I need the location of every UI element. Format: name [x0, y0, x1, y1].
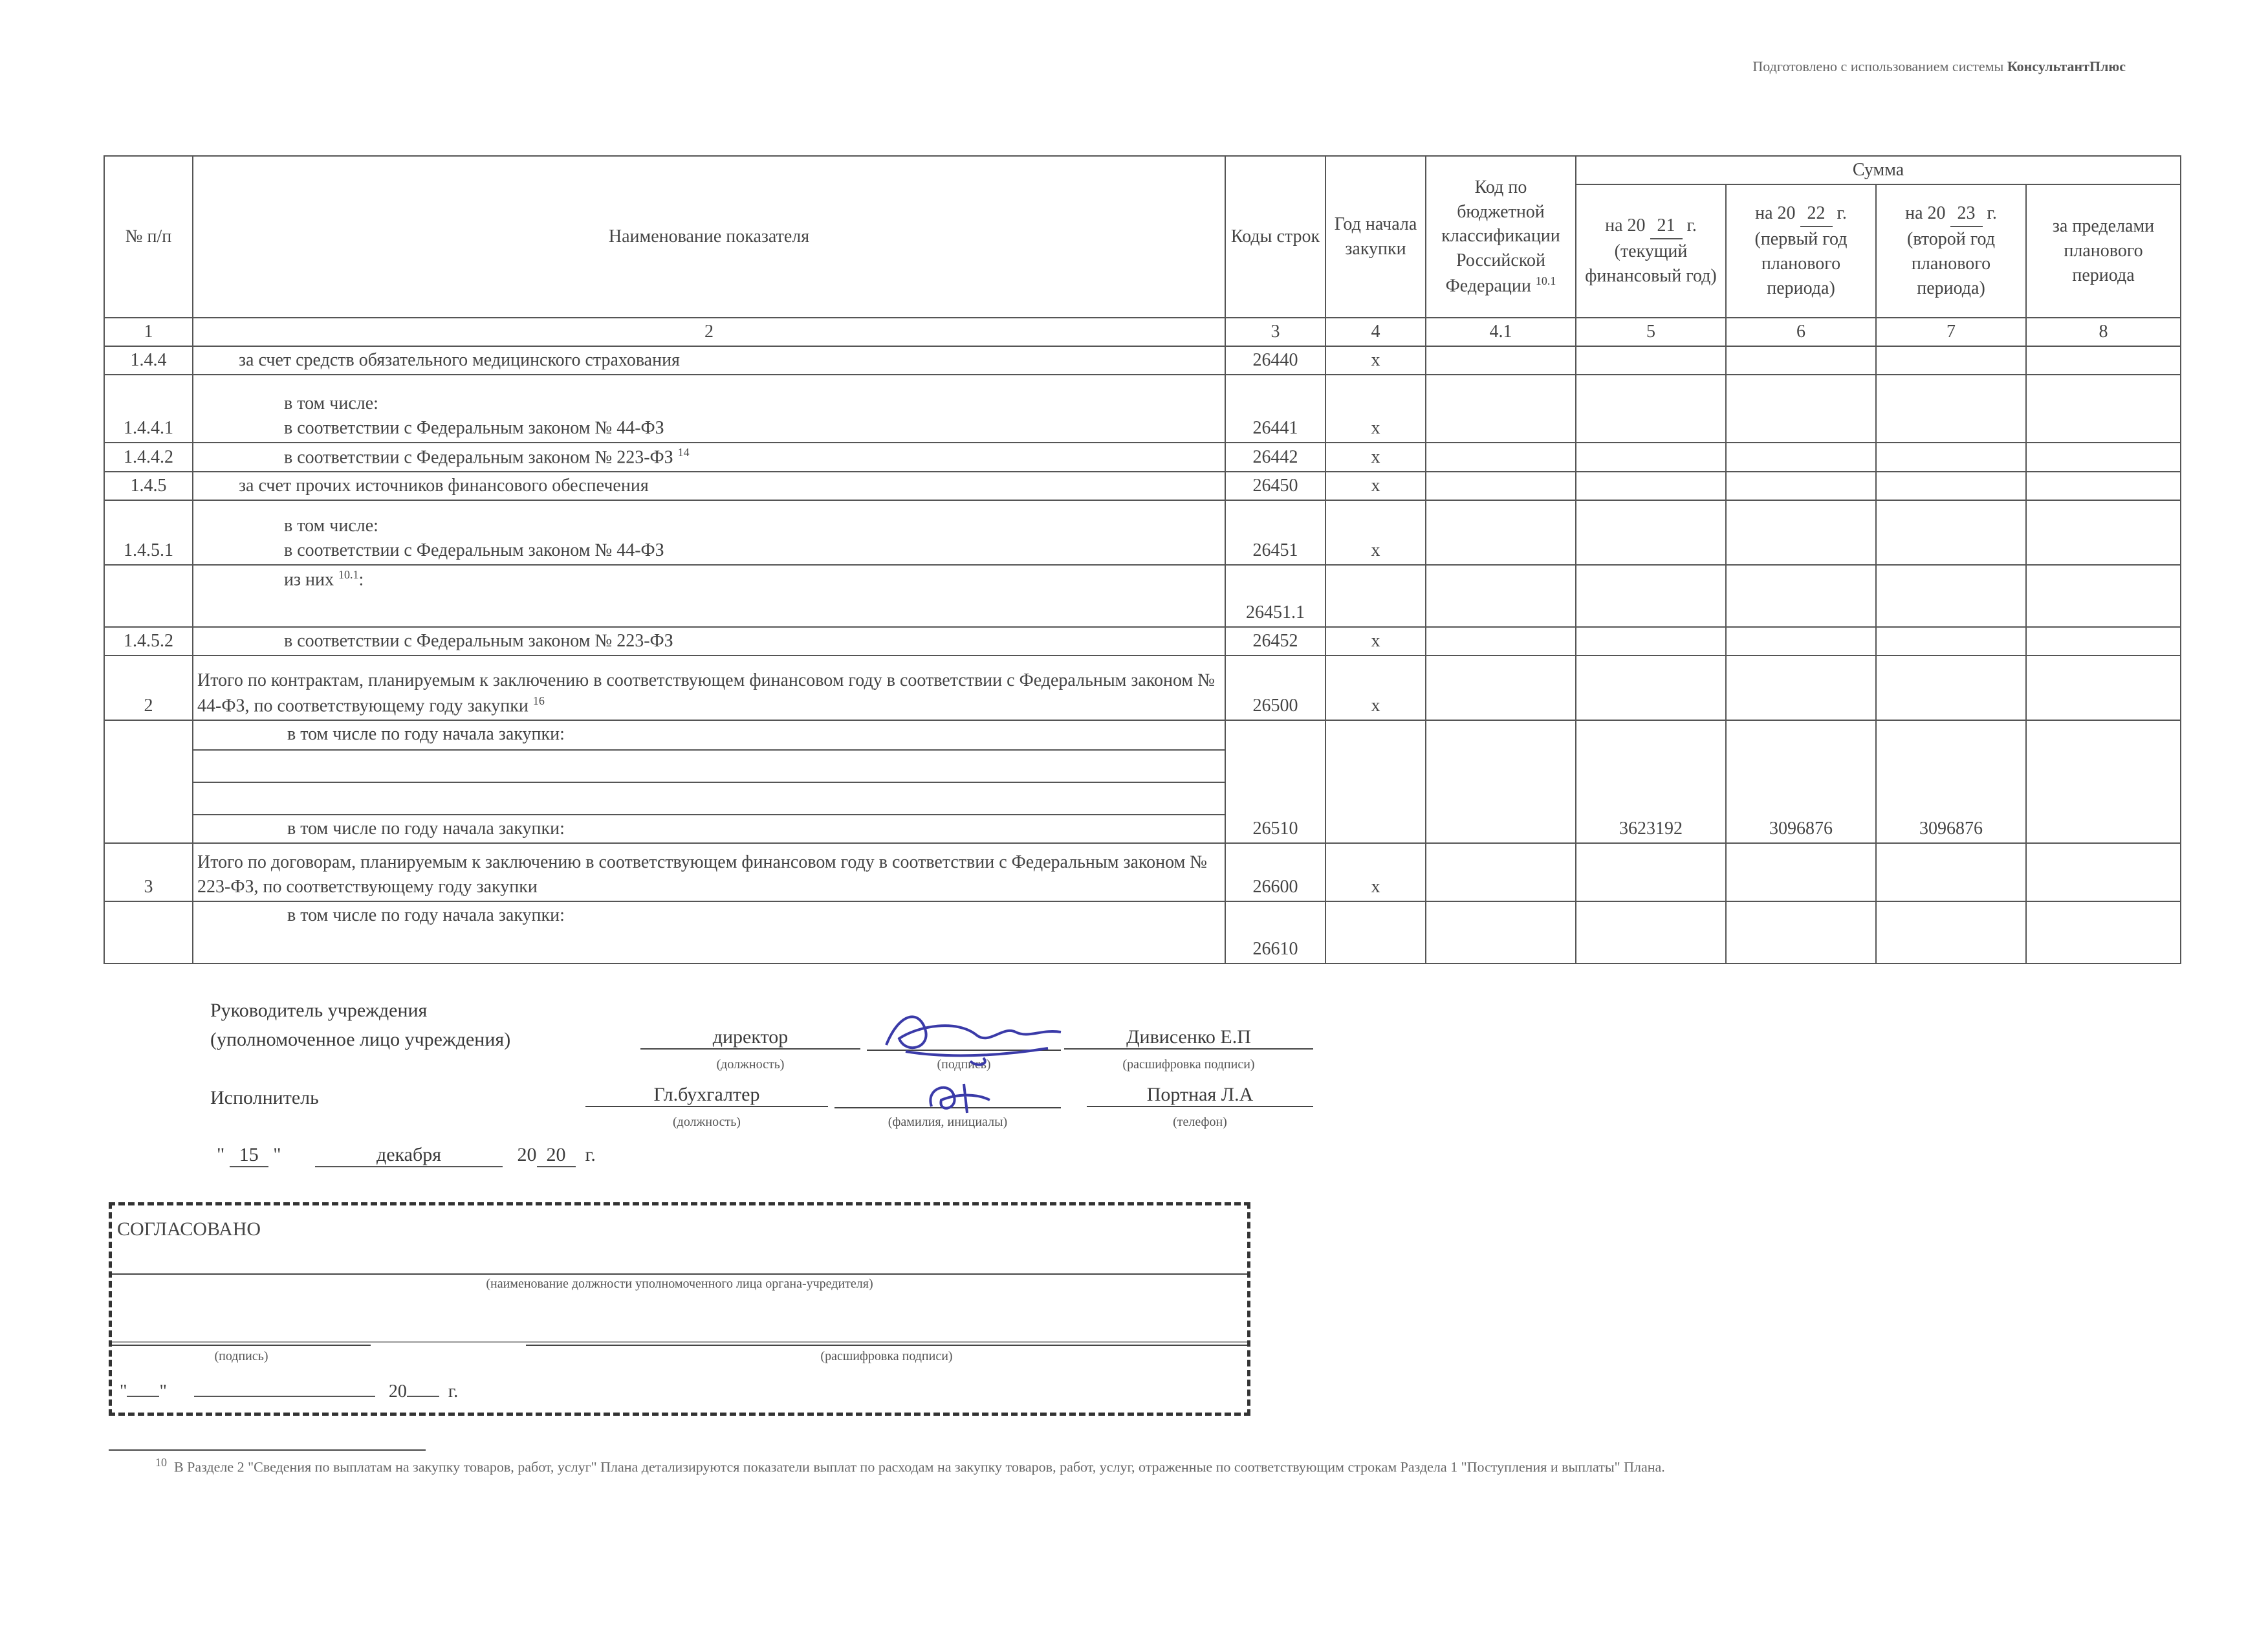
row-code: 26451 — [1225, 500, 1325, 565]
y1-pre: на 20 — [1605, 215, 1646, 236]
row-name — [193, 375, 1225, 443]
date-year-pre: 20 — [517, 1144, 537, 1165]
row-num: 1.4.4.1 — [104, 375, 193, 443]
executor-position: Гл.бухгалтер — [585, 1084, 828, 1107]
executor-name: Портная Л.А — [1087, 1084, 1313, 1107]
y2-pre: на 20 — [1755, 203, 1796, 224]
row-code: 26600 — [1225, 843, 1325, 901]
row-num: 2 — [104, 655, 193, 720]
executor-signature-icon — [919, 1074, 1016, 1119]
prepared-prefix: Подготовлено с использованием системы — [1752, 58, 2007, 74]
col-num: 4.1 — [1426, 318, 1576, 346]
caption-phone: (телефон) — [1173, 1115, 1227, 1129]
col-num: 1 — [104, 318, 193, 346]
date-quote-open: " — [217, 1144, 225, 1165]
col-num: 8 — [2026, 318, 2181, 346]
table-row — [104, 901, 2181, 963]
agreed-position-line — [112, 1273, 1247, 1275]
y3-val: 23 — [1950, 201, 1983, 227]
row-sup: 10.1 — [338, 567, 359, 581]
row-name — [193, 565, 1225, 627]
agreed-title: СОГЛАСОВАНО — [117, 1218, 261, 1240]
row-sum-6: 3096876 — [1726, 720, 1876, 843]
row-sup: 16 — [532, 694, 545, 707]
row-code: 26442 — [1225, 443, 1325, 472]
footnote — [155, 1456, 1665, 1475]
table-row — [104, 443, 2181, 472]
row-sum-5: 3623192 — [1576, 720, 1726, 843]
agreed-mid-line — [112, 1341, 1247, 1343]
row-code: 26510 — [1225, 720, 1325, 843]
col-num: 5 — [1576, 318, 1726, 346]
row-code: 26441 — [1225, 375, 1325, 443]
table-row — [104, 472, 2181, 500]
caption-fio: (фамилия, инициалы) — [888, 1115, 1008, 1129]
row-num: 1.4.4 — [104, 346, 193, 375]
row-name — [193, 443, 1225, 472]
caption-decode: (расшифровка подписи) — [1122, 1057, 1255, 1072]
footnote-divider — [109, 1449, 426, 1451]
col-num: 6 — [1726, 318, 1876, 346]
row-code: 26451.1 — [1225, 565, 1325, 627]
caption-position-2: (должность) — [673, 1115, 741, 1129]
agreed-date-day — [127, 1396, 159, 1397]
y2-post: г. (первый год планового периода) — [1754, 203, 1848, 298]
budget-code-sup: 10.1 — [1535, 274, 1556, 288]
agreed-decode-line — [526, 1345, 1247, 1346]
row-code: 26500 — [1225, 655, 1325, 720]
row-num: 1.4.5.1 — [104, 500, 193, 565]
row-code: 26452 — [1225, 627, 1325, 655]
row-name — [193, 500, 1225, 565]
table-row — [104, 346, 2181, 375]
row-year: x — [1325, 375, 1426, 443]
row-name-text: из них — [284, 569, 334, 590]
row-name-text: в соответствии с Федеральным законом № 223-ФЗ — [284, 447, 673, 468]
agreed-box — [109, 1202, 1250, 1416]
row-sup: 14 — [677, 445, 690, 459]
y1-val: 21 — [1650, 214, 1683, 239]
agreed-date-quote-open: " — [120, 1381, 127, 1402]
row-year: x — [1325, 843, 1426, 901]
agreed-caption-position: (наименование должности уполномоченного лица органа-учредителя) — [486, 1277, 873, 1291]
table-row — [104, 843, 2181, 901]
header-num: № п/п — [104, 156, 193, 318]
date-line — [217, 1144, 596, 1167]
column-numbers-row — [104, 318, 2181, 346]
y3-pre: на 20 — [1905, 203, 1946, 224]
row-name: в том числе по году начала закупки: — [193, 815, 1225, 843]
row-name-text: в соответствии с Федеральным законом № 44-ФЗ — [284, 418, 664, 438]
row-num: 1.4.4.2 — [104, 443, 193, 472]
table-row — [104, 655, 2181, 720]
row-pre: в том числе: — [284, 393, 378, 414]
budget-code-text: Код по бюджетной классификации Российской Федерации — [1441, 177, 1560, 296]
row-pre: в том числе: — [284, 516, 378, 536]
row-year: x — [1325, 443, 1426, 472]
header-year-3 — [1876, 184, 2026, 318]
agreed-date-suffix: г. — [448, 1381, 459, 1402]
y3-post: г. (второй год планового периода) — [1907, 203, 1997, 298]
head-label-2: (уполномоченное лицо учреждения) — [210, 1029, 511, 1050]
row-name — [193, 655, 1225, 720]
table-row — [104, 627, 2181, 655]
header-beyond: за пределами планового периода — [2026, 184, 2181, 318]
date-suffix: г. — [585, 1144, 596, 1165]
agreed-date-year-pre: 20 — [388, 1381, 407, 1402]
row-name: в том числе по году начала закупки: — [193, 901, 1225, 963]
row-suffix: : — [358, 569, 364, 590]
header-code: Коды строк — [1225, 156, 1325, 318]
row-year: x — [1325, 627, 1426, 655]
director-signature-icon — [880, 1000, 1074, 1071]
agreed-date-line — [120, 1381, 458, 1402]
head-name: Дивисенко Е.П — [1064, 1026, 1313, 1050]
header-budget-code — [1426, 156, 1576, 318]
row-year: x — [1325, 346, 1426, 375]
row-name: Итого по договорам, планируемым к заключению в соответствующем финансовом году в соответствии с Федеральным законом № 223-ФЗ, по соответствующему году закупки — [193, 843, 1225, 901]
col-num: 2 — [193, 318, 1225, 346]
col-num: 4 — [1325, 318, 1426, 346]
header-year-2 — [1726, 184, 1876, 318]
row-year: x — [1325, 472, 1426, 500]
col-num: 7 — [1876, 318, 2026, 346]
prepared-brand: КонсультантПлюс — [2007, 58, 2126, 74]
row-year: x — [1325, 655, 1426, 720]
row-code: 26450 — [1225, 472, 1325, 500]
row-num: 1.4.5 — [104, 472, 193, 500]
head-position: директор — [640, 1026, 860, 1050]
date-day: 15 — [230, 1144, 268, 1167]
prepared-note — [1752, 58, 2126, 75]
date-quote-close: " — [273, 1144, 281, 1165]
caption-signature: (подпись) — [937, 1057, 991, 1072]
agreed-date-year — [407, 1396, 439, 1397]
col-num: 3 — [1225, 318, 1325, 346]
row-num: 1.4.5.2 — [104, 627, 193, 655]
y1-post: г. (текущий финансовый год) — [1585, 215, 1717, 286]
footnote-mark: 10 — [155, 1456, 167, 1469]
table-row — [104, 565, 2181, 627]
row-code: 26610 — [1225, 901, 1325, 963]
agreed-caption-decode: (расшифровка подписи) — [820, 1349, 953, 1363]
header-sum: Сумма — [1576, 156, 2181, 184]
row-name: за счет средств обязательного медицинского страхования — [193, 346, 1225, 375]
row-name-text: Итого по контрактам, планируемым к заключению в соответствующем финансовом году в соответствии с Федеральным законом № 44-ФЗ, по соответствующему году закупки — [197, 670, 1215, 716]
executor-label: Исполнитель — [210, 1087, 319, 1108]
table-row — [104, 375, 2181, 443]
row-name-text: в соответствии с Федеральным законом № 44-ФЗ — [284, 540, 664, 561]
agreed-date-quote-close: " — [159, 1381, 167, 1402]
agreed-caption-signature: (подпись) — [214, 1349, 268, 1363]
agreed-signature-line — [112, 1345, 371, 1346]
footnote-text: В Разделе 2 "Сведения по выплатам на закупку товаров, работ, услуг" Плана детализируются показатели выплат по расходам на закупку товаров, работ, услуг, отраженные по соответствующим строкам Раздела 1 "Поступления и выплаты" Плана. — [174, 1458, 1665, 1475]
header-year-start: Год начала закупки — [1325, 156, 1426, 318]
date-year: 20 — [537, 1144, 576, 1167]
table-row — [104, 720, 2181, 750]
row-name: в соответствии с Федеральным законом № 223-ФЗ — [193, 627, 1225, 655]
date-month: декабря — [315, 1144, 503, 1167]
row-name: за счет прочих источников финансового обеспечения — [193, 472, 1225, 500]
table-row — [104, 500, 2181, 565]
y2-val: 22 — [1800, 201, 1833, 227]
head-label-1: Руководитель учреждения — [210, 1000, 428, 1021]
header-row-1 — [104, 156, 2181, 184]
row-year: x — [1325, 500, 1426, 565]
row-name: в том числе по году начала закупки: — [193, 720, 1225, 750]
agreed-date-month — [194, 1396, 375, 1397]
caption-position: (должность) — [716, 1057, 785, 1072]
row-code: 26440 — [1225, 346, 1325, 375]
row-sum-7: 3096876 — [1876, 720, 2026, 843]
payments-table — [104, 155, 2181, 964]
row-num: 3 — [104, 843, 193, 901]
header-name: Наименование показателя — [193, 156, 1225, 318]
header-year-1 — [1576, 184, 1726, 318]
